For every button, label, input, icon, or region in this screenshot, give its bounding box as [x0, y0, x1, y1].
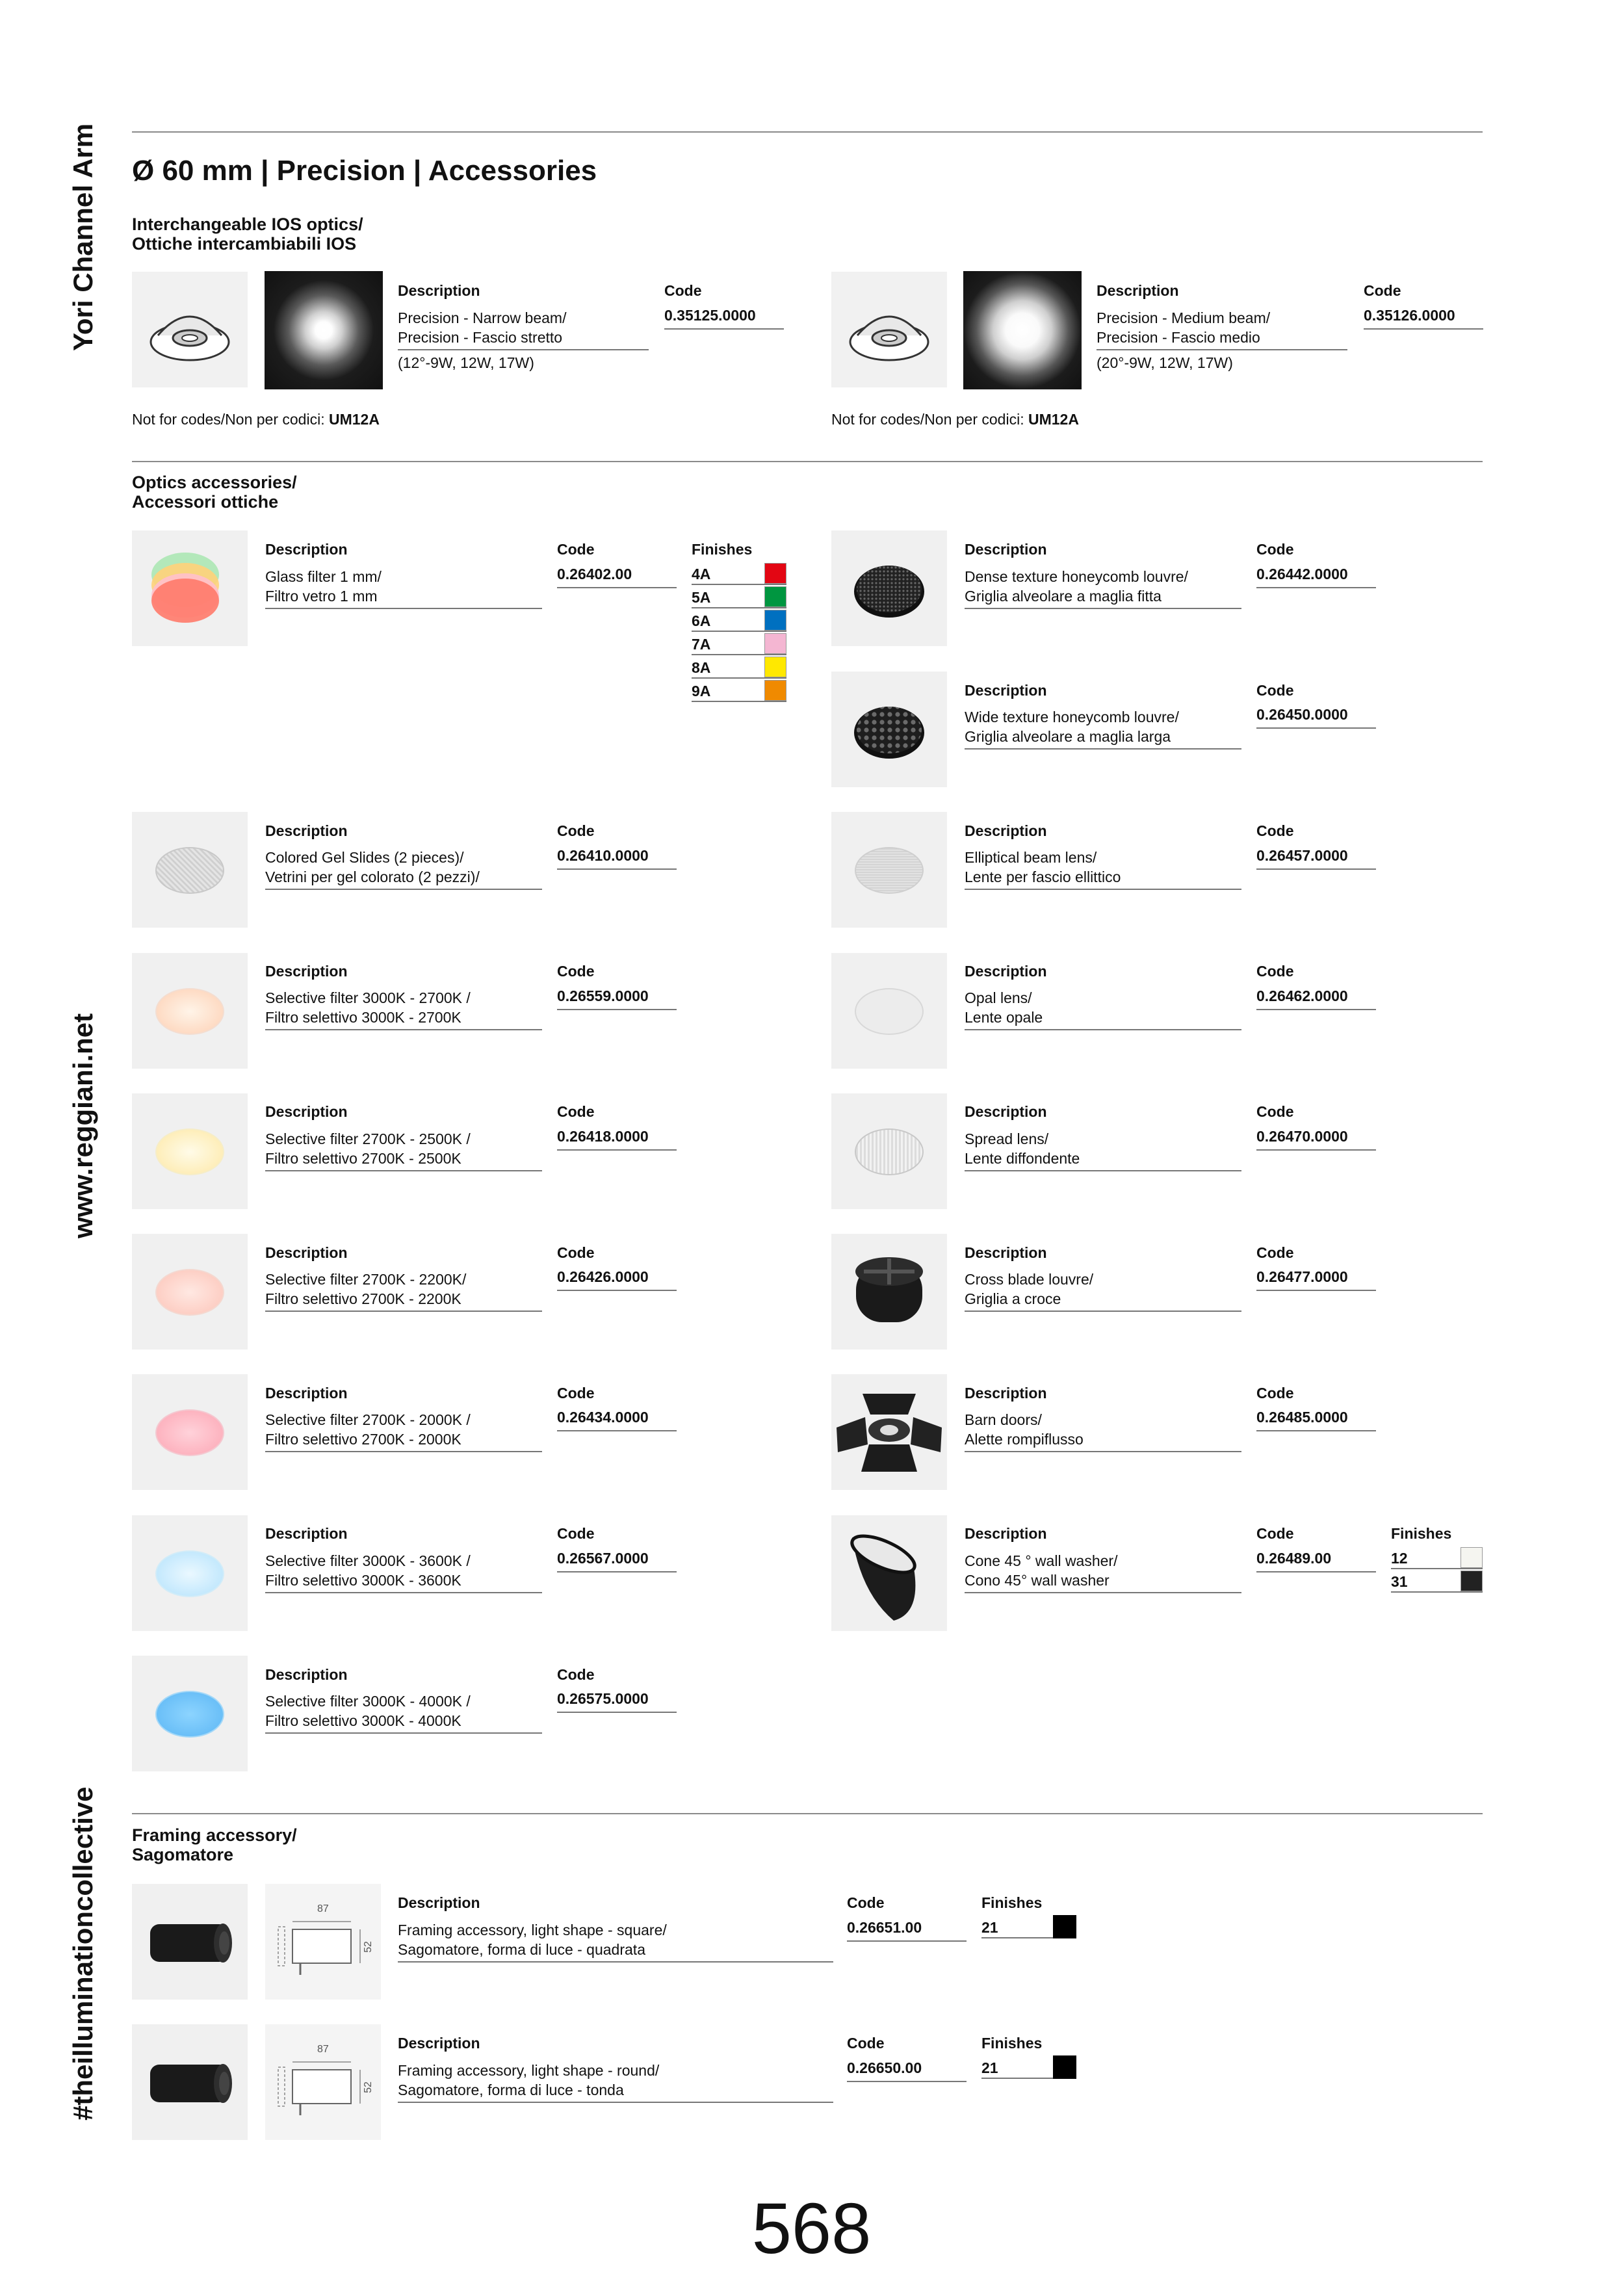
honeycomb-icon: [831, 672, 947, 787]
finish-swatch: [764, 657, 786, 677]
item-code: 0.26651.00: [847, 1919, 967, 1942]
label-description: Description: [265, 963, 348, 980]
item-description: Wide texture honeycomb louvre/ Griglia alveolare a maglia larga: [965, 707, 1241, 750]
framing-tube-icon: [132, 1884, 248, 2000]
label-code: Code: [847, 1894, 885, 1911]
label-code: Code: [557, 1244, 595, 1261]
barn-doors-image: [831, 1374, 947, 1490]
filter-image: [132, 1656, 248, 1771]
section-title-ios: Interchangeable IOS optics/ Ottiche intercambiabili IOS: [132, 215, 363, 254]
section-divider: [132, 461, 1483, 462]
item-code: 0.26477.0000: [1256, 1268, 1376, 1291]
label-finishes: Finishes: [692, 541, 753, 558]
ios-optic-image: [831, 272, 947, 387]
label-code: Code: [557, 1666, 595, 1683]
label-finishes: Finishes: [1391, 1525, 1452, 1542]
item-code: 0.26426.0000: [557, 1268, 677, 1291]
item-description: Barn doors/ Alette rompiflusso: [965, 1410, 1241, 1452]
item-code: 0.26650.00: [847, 2059, 967, 2082]
label-code: Code: [847, 2035, 885, 2052]
label-code: Code: [557, 541, 595, 558]
finish-swatch: [764, 633, 786, 654]
item-description: Selective filter 2700K - 2200K/ Filtro selettivo 2700K - 2200K: [265, 1270, 542, 1312]
item-description: Selective filter 2700K - 2500K / Filtro selettivo 2700K - 2500K: [265, 1129, 542, 1171]
finish-swatch: [764, 610, 786, 631]
label-code: Code: [557, 1385, 595, 1402]
beam-narrow-image: [265, 271, 383, 389]
label-code: Code: [557, 1103, 595, 1120]
section-title-framing: Framing accessory/ Sagomatore: [132, 1825, 297, 1864]
label-code: Code: [1364, 282, 1401, 299]
sidebar-hashtag: #theilluminationcollective: [68, 1786, 98, 2120]
label-description: Description: [965, 1103, 1047, 1120]
ios-code: 0.35125.0000: [664, 307, 784, 330]
sidebar-product-name: Yori Channel Arm: [68, 123, 98, 351]
finish-swatch: [1053, 1915, 1076, 1938]
label-description: Description: [265, 822, 348, 839]
label-code: Code: [1256, 1103, 1294, 1120]
finish-row: 12: [1391, 1547, 1483, 1569]
item-description: Colored Gel Slides (2 pieces)/ Vetrini per gel colorato (2 pezzi)/: [265, 848, 542, 890]
finish-swatch: [764, 680, 786, 701]
item-description: Cone 45 ° wall washer/ Cono 45° wall washer: [965, 1551, 1241, 1593]
elliptical-lens-image: [831, 812, 947, 928]
label-description: Description: [1097, 282, 1179, 299]
framing-accessory-image: [132, 1884, 248, 2000]
item-description: Opal lens/ Lente opale: [965, 988, 1241, 1030]
item-code: 0.26575.0000: [557, 1690, 677, 1713]
label-description: Description: [965, 963, 1047, 980]
beam-medium-image: [963, 271, 1082, 389]
colored-discs-icon: [132, 530, 248, 646]
section-divider: [132, 1813, 1483, 1814]
gel-slides-image: [132, 812, 248, 928]
item-code: 0.26567.0000: [557, 1550, 677, 1572]
label-description: Description: [398, 282, 480, 299]
finish-row: 7A: [692, 633, 786, 655]
framing-accessory-image: [132, 2024, 248, 2140]
label-finishes: Finishes: [981, 1894, 1043, 1911]
item-description: Framing accessory, light shape - round/ Sagomatore, forma di luce - tonda: [398, 2061, 833, 2103]
finish-swatch: [1461, 1547, 1483, 1568]
page-number: 568: [751, 2189, 872, 2269]
label-code: Code: [664, 282, 702, 299]
item-code: 0.26559.0000: [557, 987, 677, 1010]
item-code: 0.26450.0000: [1256, 706, 1376, 729]
finish-row: 9A: [692, 680, 786, 702]
ios-wattage: (12°-9W, 12W, 17W): [398, 354, 534, 371]
filter-image: [132, 1234, 248, 1350]
label-code: Code: [1256, 1385, 1294, 1402]
ios-description: Precision - Medium beam/ Precision - Fascio medio: [1097, 308, 1347, 350]
label-description: Description: [965, 1385, 1047, 1402]
label-description: Description: [265, 1525, 348, 1542]
cone-icon: [831, 1515, 947, 1631]
finish-row: 31: [1391, 1571, 1483, 1593]
honeycomb-icon: [831, 530, 947, 646]
label-code: Code: [557, 1525, 595, 1542]
label-code: Code: [1256, 1525, 1294, 1542]
item-description: Spread lens/ Lente diffondente: [965, 1129, 1241, 1171]
item-description: Framing accessory, light shape - square/ Sagomatore, forma di luce - quadrata: [398, 1920, 833, 1963]
label-description: Description: [265, 541, 348, 558]
page-title: Ø 60 mm | Precision | Accessories: [132, 155, 597, 187]
label-description: Description: [398, 1894, 480, 1911]
label-code: Code: [1256, 682, 1294, 699]
optic-lens-icon: [132, 272, 248, 387]
label-code: Code: [1256, 963, 1294, 980]
item-code: 0.26402.00: [557, 566, 677, 588]
item-code: 0.26434.0000: [557, 1409, 677, 1431]
label-description: Description: [965, 1244, 1047, 1261]
label-finishes: Finishes: [981, 2035, 1043, 2052]
item-code: 0.26410.0000: [557, 847, 677, 870]
optic-lens-icon: [831, 272, 947, 387]
spread-lens-image: [831, 1093, 947, 1209]
label-description: Description: [965, 682, 1047, 699]
item-code: 0.26485.0000: [1256, 1409, 1376, 1431]
item-description: Selective filter 3000K - 4000K / Filtro selettivo 3000K - 4000K: [265, 1691, 542, 1734]
finish-swatch: [764, 586, 786, 607]
finish-swatch: [764, 563, 786, 584]
section-title-optics: Optics accessories/ Accessori ottiche: [132, 473, 297, 512]
label-description: Description: [398, 2035, 480, 2052]
item-description: Selective filter 3000K - 3600K / Filtro selettivo 3000K - 3600K: [265, 1551, 542, 1593]
finish-row: 21: [981, 1916, 1076, 1938]
label-code: Code: [1256, 541, 1294, 558]
item-code: 0.26489.00: [1256, 1550, 1376, 1572]
filter-image: [132, 953, 248, 1069]
finish-row: 4A: [692, 563, 786, 585]
item-code: 0.26470.0000: [1256, 1128, 1376, 1151]
item-description: Selective filter 2700K - 2000K / Filtro selettivo 2700K - 2000K: [265, 1410, 542, 1452]
cone-wall-washer-image: [831, 1515, 947, 1631]
dimension-width: 87: [317, 1903, 329, 1914]
item-code: 0.26442.0000: [1256, 566, 1376, 588]
label-description: Description: [265, 1385, 348, 1402]
filter-image: [132, 1093, 248, 1209]
label-code: Code: [1256, 1244, 1294, 1261]
finish-row: 5A: [692, 586, 786, 608]
ios-note: Not for codes/Non per codici: UM12A: [132, 411, 380, 428]
barn-doors-icon: [831, 1374, 947, 1490]
ios-optic-image: [132, 272, 248, 387]
glass-filter-image: [132, 530, 248, 646]
finish-row: 8A: [692, 657, 786, 679]
dimension-height: 52: [362, 1941, 374, 1953]
opal-lens-image: [831, 953, 947, 1069]
ios-description: Precision - Narrow beam/ Precision - Fascio stretto: [398, 308, 649, 350]
label-code: Code: [557, 822, 595, 839]
framing-drawing: [265, 1884, 381, 2000]
finish-swatch: [1053, 2055, 1076, 2079]
item-description: Elliptical beam lens/ Lente per fascio ellittico: [965, 848, 1241, 890]
label-description: Description: [265, 1244, 348, 1261]
item-code: 0.26462.0000: [1256, 987, 1376, 1010]
framing-drawing: [265, 2024, 381, 2140]
framing-tube-icon: [132, 2024, 248, 2140]
label-description: Description: [965, 1525, 1047, 1542]
dimension-width: 87: [317, 2044, 329, 2055]
top-divider: [132, 131, 1483, 133]
honeycomb-wide-image: [831, 672, 947, 787]
item-description: Selective filter 3000K - 2700K / Filtro selettivo 3000K - 2700K: [265, 988, 542, 1030]
cross-blade-image: [831, 1234, 947, 1350]
label-description: Description: [265, 1103, 348, 1120]
honeycomb-dense-image: [831, 530, 947, 646]
label-description: Description: [965, 541, 1047, 558]
filter-image: [132, 1515, 248, 1631]
label-code: Code: [1256, 822, 1294, 839]
finish-row: 21: [981, 2057, 1076, 2079]
ios-wattage: (20°-9W, 12W, 17W): [1097, 354, 1233, 371]
ios-code: 0.35126.0000: [1364, 307, 1483, 330]
item-description: Glass filter 1 mm/ Filtro vetro 1 mm: [265, 567, 542, 609]
label-description: Description: [265, 1666, 348, 1683]
label-description: Description: [965, 822, 1047, 839]
sidebar-website: www.reggiani.net: [68, 1013, 98, 1238]
ios-note: Not for codes/Non per codici: UM12A: [831, 411, 1079, 428]
label-code: Code: [557, 963, 595, 980]
item-description: Dense texture honeycomb louvre/ Griglia alveolare a maglia fitta: [965, 567, 1241, 609]
item-code: 0.26418.0000: [557, 1128, 677, 1151]
filter-image: [132, 1374, 248, 1490]
finish-swatch: [1461, 1571, 1483, 1591]
cross-louvre-icon: [831, 1234, 947, 1350]
item-code: 0.26457.0000: [1256, 847, 1376, 870]
item-description: Cross blade louvre/ Griglia a croce: [965, 1270, 1241, 1312]
dimension-height: 52: [362, 2081, 374, 2093]
finish-row: 6A: [692, 610, 786, 632]
